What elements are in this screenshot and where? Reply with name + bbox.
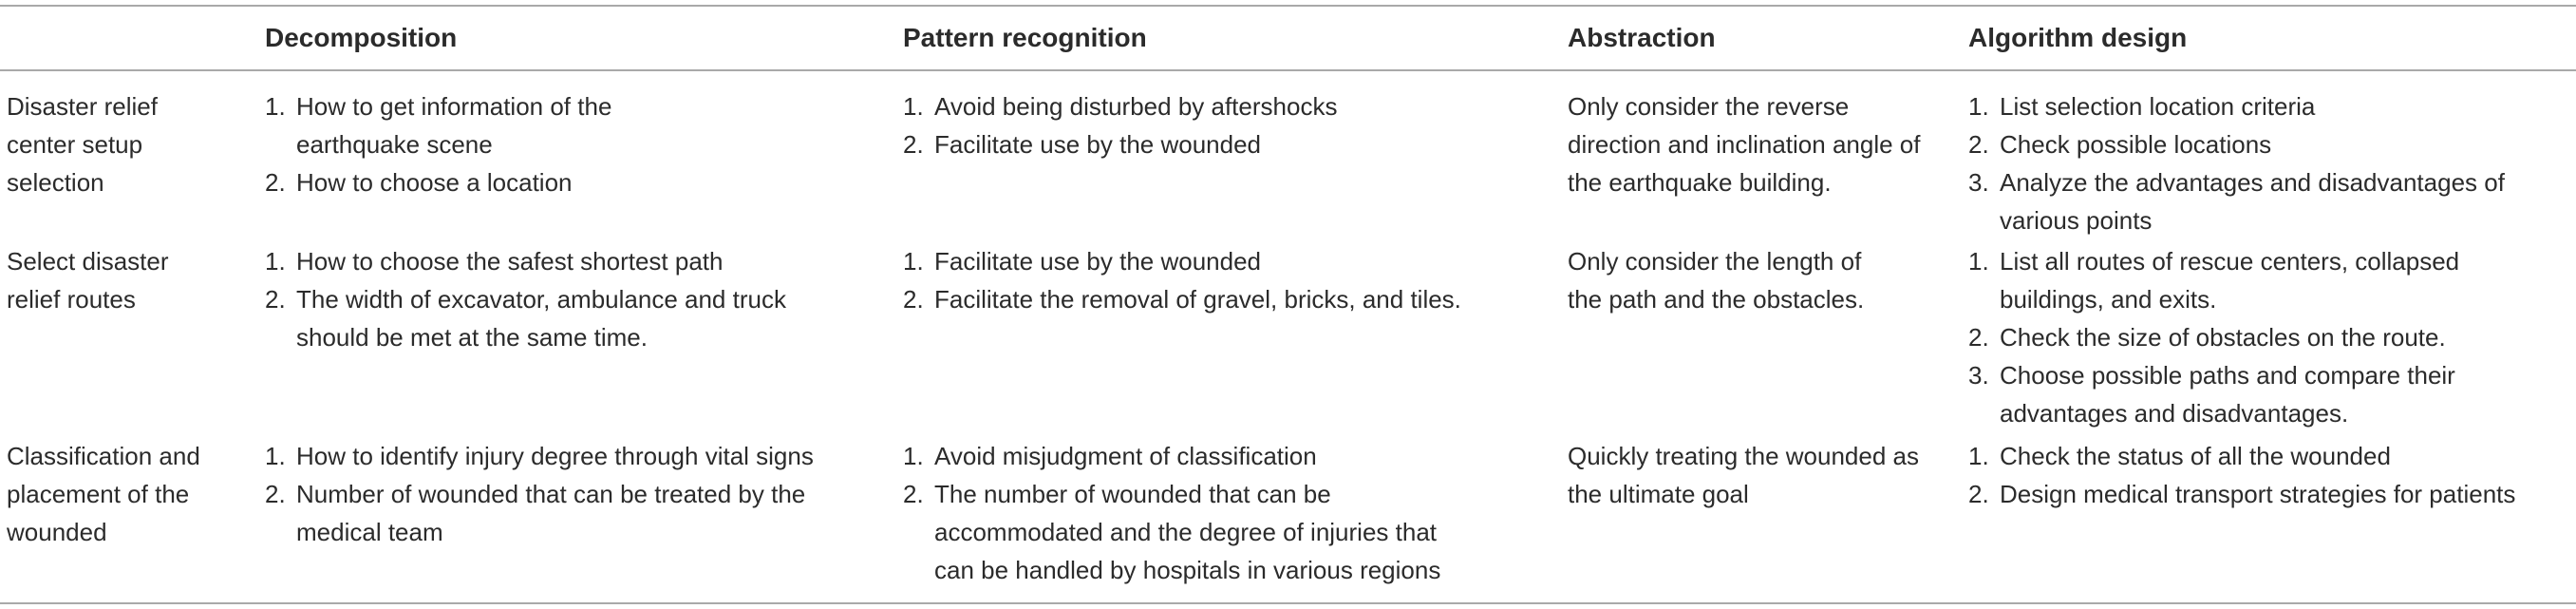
pattern-cell bbox=[903, 70, 1568, 242]
list-item: 1. Check the status of all the wounded bbox=[1968, 442, 2391, 470]
list-item: 2. Facilitate the removal of gravel, bricks, and tiles. bbox=[903, 285, 1461, 314]
decomposition-list bbox=[265, 87, 903, 201]
algorithm-list bbox=[1968, 87, 2576, 239]
table-row bbox=[0, 242, 2576, 436]
list-item: 1. How to get information of the earthquake scene bbox=[265, 92, 612, 159]
list-item: 1. List all routes of rescue centers, collapsed buildings, and exits. bbox=[1968, 247, 2460, 314]
abstraction-cell: Only consider the length of the path and the obstacles. bbox=[1568, 247, 1865, 314]
row-label: Disaster relief center setup selection bbox=[7, 92, 158, 197]
header-decomposition: Decomposition bbox=[265, 23, 458, 52]
row-label: Classification and placement of the wounded bbox=[7, 442, 200, 546]
list-item: 1. List selection location criteria bbox=[1968, 92, 2316, 121]
abstraction-cell: Only consider the reverse direction and inclination angle of the earthquake building. bbox=[1568, 92, 1921, 197]
header-row bbox=[0, 6, 2576, 70]
pattern-list bbox=[903, 87, 1568, 163]
pattern-list bbox=[903, 437, 1568, 589]
list-item: 2. The number of wounded that can be accommodated and the degree of injuries that can be handled by hospitals in various regions bbox=[903, 480, 1441, 584]
list-item: 3. Choose possible paths and compare their advantages and disadvantages. bbox=[1968, 361, 2455, 428]
list-item: 2. Number of wounded that can be treated by the medical team bbox=[265, 480, 806, 546]
decomposition-list bbox=[265, 437, 903, 551]
table-row bbox=[0, 70, 2576, 242]
list-item: 1. How to choose the safest shortest path bbox=[265, 247, 724, 276]
list-item: 3. Analyze the advantages and disadvantages of various points bbox=[1968, 168, 2505, 235]
list-item: 2. Design medical transport strategies for patients bbox=[1968, 480, 2516, 508]
algorithm-list bbox=[1968, 242, 2576, 432]
list-item: 1. Avoid being disturbed by aftershocks bbox=[903, 92, 1338, 121]
list-item: 2. Check the size of obstacles on the route. bbox=[1968, 323, 2446, 352]
decomposition-cell bbox=[265, 436, 903, 603]
header-pattern-recognition: Pattern recognition bbox=[903, 23, 1147, 52]
pattern-cell bbox=[903, 242, 1568, 436]
list-item: 1. Facilitate use by the wounded bbox=[903, 247, 1261, 276]
abstraction-cell: Quickly treating the wounded as the ultimate goal bbox=[1568, 442, 1919, 508]
header-corner bbox=[0, 6, 265, 70]
pattern-cell bbox=[903, 436, 1568, 603]
list-item: 2. The width of excavator, ambulance and truck should be met at the same time. bbox=[265, 285, 786, 352]
list-item: 1. Avoid misjudgment of classification bbox=[903, 442, 1317, 470]
comparison-table bbox=[0, 5, 2576, 604]
list-item: 2. Check possible locations bbox=[1968, 130, 2272, 159]
decomposition-cell bbox=[265, 242, 903, 436]
header-abstraction: Abstraction bbox=[1568, 23, 1716, 52]
algorithm-cell bbox=[1968, 436, 2576, 603]
algorithm-cell bbox=[1968, 70, 2576, 242]
table-row bbox=[0, 436, 2576, 603]
decomposition-list bbox=[265, 242, 903, 356]
algorithm-list bbox=[1968, 437, 2576, 513]
decomposition-cell bbox=[265, 70, 903, 242]
list-item: 2. Facilitate use by the wounded bbox=[903, 130, 1261, 159]
list-item: 2. How to choose a location bbox=[265, 168, 573, 197]
pattern-list bbox=[903, 242, 1568, 318]
list-item: 1. How to identify injury degree through vital signs bbox=[265, 442, 814, 470]
header-algorithm-design: Algorithm design bbox=[1968, 23, 2188, 52]
row-label: Select disaster relief routes bbox=[7, 247, 169, 314]
algorithm-cell bbox=[1968, 242, 2576, 436]
